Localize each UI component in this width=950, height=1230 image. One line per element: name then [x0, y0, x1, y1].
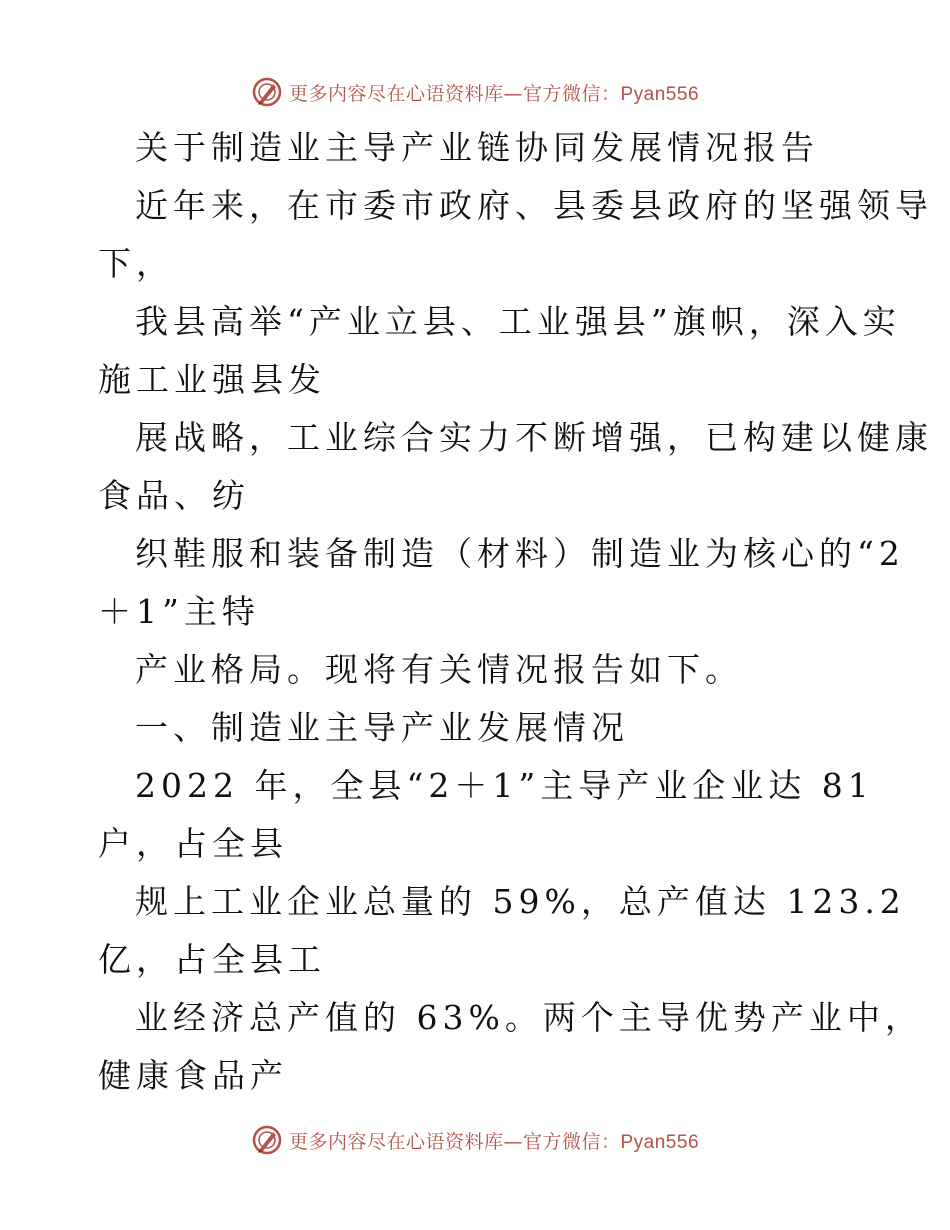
text-line: ＋1”主特: [98, 592, 260, 631]
text-line: 业经济总产值的 63%。两个主导优势产业中，: [135, 998, 923, 1037]
watermark-main: 更多内容尽在心语资料库: [288, 1130, 504, 1153]
footer-watermark: [0, 1120, 950, 1160]
text-line: 食品、纺: [98, 476, 250, 515]
watermark-official: 官方微信：: [522, 82, 621, 105]
header-watermark: [0, 72, 950, 112]
watermark-id: Pyan556: [620, 1131, 700, 1153]
watermark-text: [289, 79, 699, 106]
text-line: 2022 年，全县“2＋1”主导产业企业达 81: [135, 766, 874, 805]
text-line: 下，: [98, 244, 174, 283]
document-title: 关于制造业主导产业链协同发展情况报告: [135, 128, 819, 167]
text-line: 我县高举“产业立县、工业强县”旗帜，深入实: [135, 302, 901, 341]
text-line: 施工业强县发: [98, 360, 326, 399]
text-line: 规上工业企业总量的 59%，总产值达 123.2: [135, 882, 906, 921]
pen-logo-icon: [251, 1124, 283, 1156]
watermark-id: Pyan556: [620, 83, 700, 105]
text-line: 织鞋服和装备制造（材料）制造业为核心的“2: [135, 534, 905, 573]
text-line: 展战略，工业综合实力不断增强，已构建以健康: [135, 418, 933, 457]
text-line: 产业格局。现将有关情况报告如下。: [135, 650, 743, 689]
text-line: 亿，占全县工: [98, 940, 326, 979]
watermark-official: 官方微信：: [522, 1130, 621, 1153]
text-line: 近年来，在市委市政府、县委县政府的坚强领导: [135, 186, 933, 225]
watermark-text: [289, 1127, 699, 1154]
text-line: 健康食品产: [98, 1056, 288, 1095]
text-line: 户，占全县: [98, 824, 288, 863]
pen-logo-icon: [251, 76, 283, 108]
section-heading: 一、制造业主导产业发展情况: [135, 708, 629, 747]
watermark-dash: —: [503, 1130, 523, 1153]
watermark-dash: —: [503, 82, 523, 105]
watermark-main: 更多内容尽在心语资料库: [288, 82, 504, 105]
